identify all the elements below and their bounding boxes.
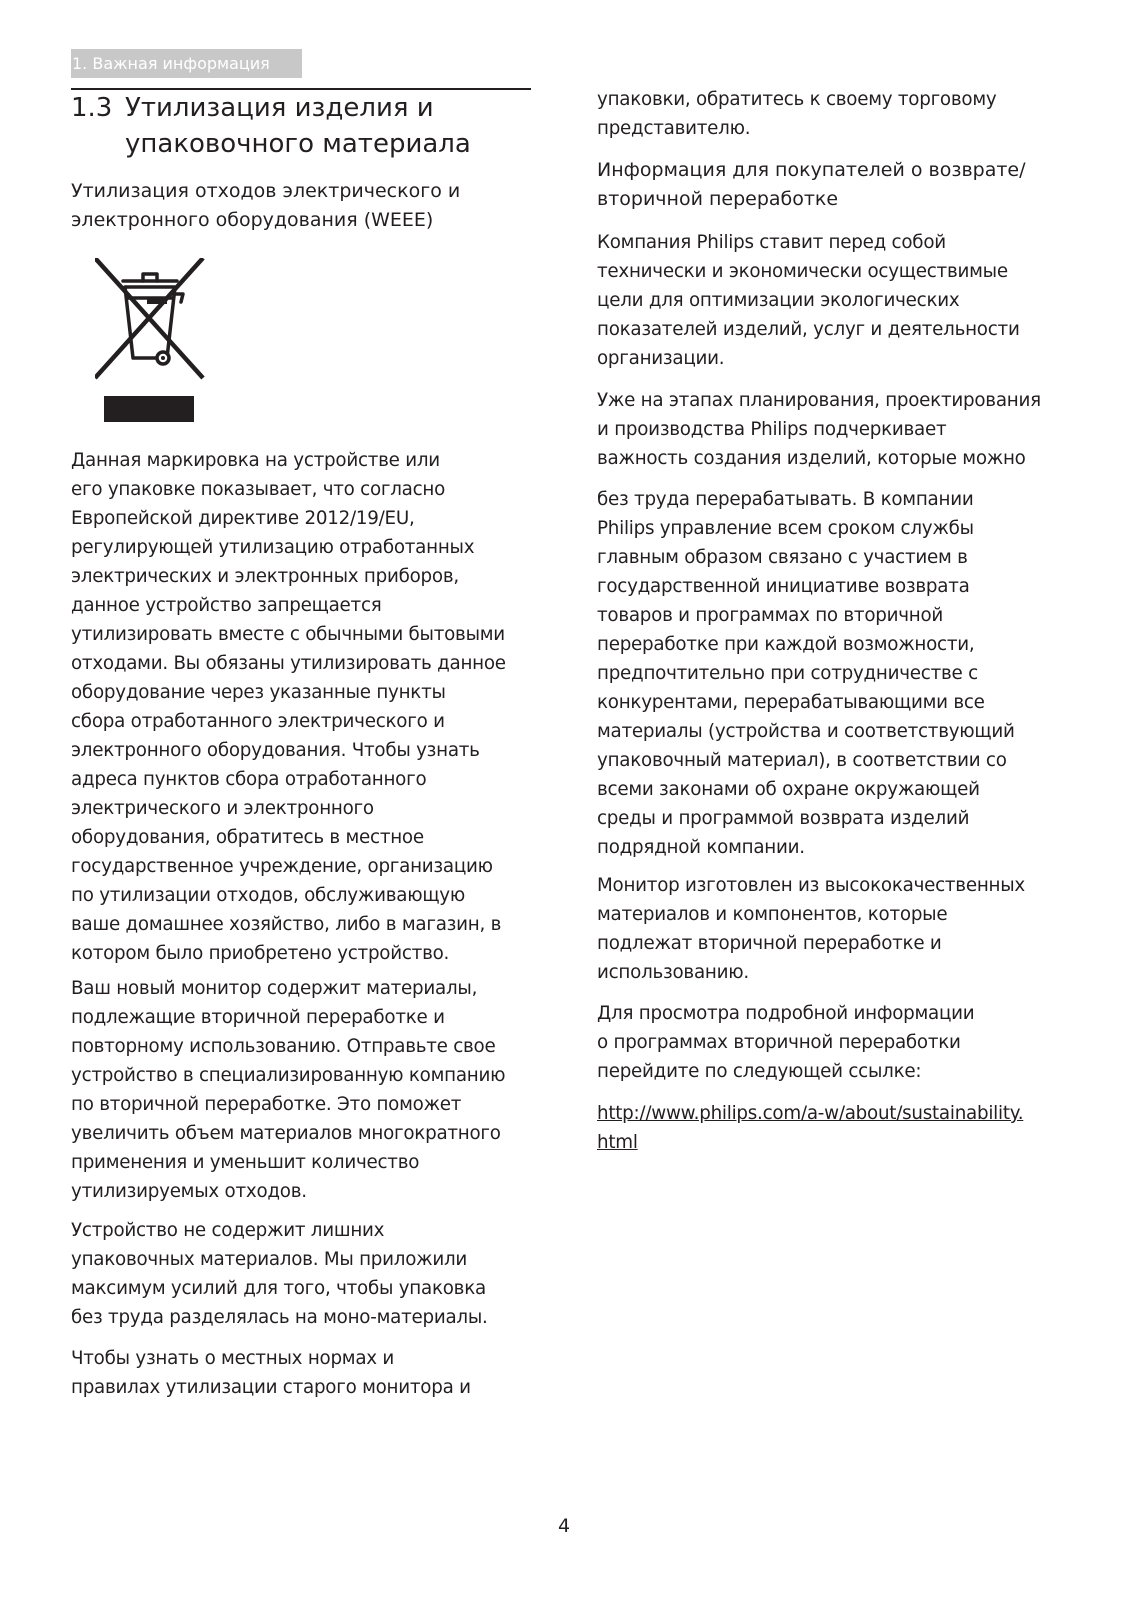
paragraph-philips-goals — [597, 228, 1020, 373]
text-line: упаковочный материал), в соответствии со — [597, 750, 1007, 771]
section-tab: 1. Важная информация — [71, 49, 302, 78]
text-line: и производства Philips подчеркивает — [597, 419, 947, 440]
text-line: подлежащие вторичной переработке и — [71, 1007, 445, 1028]
text-line: регулирующей утилизацию отработанных — [71, 537, 475, 558]
text-line: без труда разделялась на моно-материалы. — [71, 1307, 488, 1328]
paragraph-local-rules — [71, 1344, 471, 1402]
paragraph-monitor-materials — [71, 974, 505, 1206]
text-line: по утилизации отходов, обслуживающую — [71, 885, 466, 906]
text-line: главным образом связано с участием в — [597, 547, 968, 568]
page-number: 4 — [557, 1515, 571, 1537]
text-line: без труда перерабатывать. В компании — [597, 489, 974, 510]
page-title — [71, 90, 531, 162]
text-line: материалов и компонентов, которые — [597, 904, 948, 925]
link-line[interactable]: http://www.philips.com/a-w/about/sustainability. — [597, 1103, 1024, 1124]
text-line: Компания Philips ставит перед собой — [597, 232, 946, 253]
paragraph-monitor-quality — [597, 871, 1025, 987]
text-line: Philips управление всем сроком службы — [597, 518, 974, 539]
weee-bin-icon — [95, 258, 205, 424]
title-number: 1.3 — [71, 93, 113, 123]
text-line: увеличить объем материалов многократного — [71, 1123, 501, 1144]
text-line: сбора отработанного электрического и — [71, 711, 445, 732]
text-line: Устройство не содержит лишних — [71, 1220, 385, 1241]
text-line: о программах вторичной переработки — [597, 1032, 961, 1053]
text-line: государственное учреждение, организацию — [71, 856, 493, 877]
paragraph-more-info — [597, 999, 974, 1086]
text-line: Ваш новый монитор содержит материалы, — [71, 978, 478, 999]
paragraph-planning — [597, 386, 1041, 473]
link-line[interactable]: html — [597, 1132, 638, 1153]
text-line: данное устройство запрещается — [71, 595, 382, 616]
text-line: адреса пунктов сбора отработанного — [71, 769, 427, 790]
text-line: технически и экономически осуществимые — [597, 261, 1008, 282]
text-line: электронного оборудования. Чтобы узнать — [71, 740, 480, 761]
text-line: Чтобы узнать о местных нормах и — [71, 1348, 395, 1369]
subtitle-line: Информация для покупателей о возврате/ — [597, 159, 1026, 181]
text-line: упаковки, обратитесь к своему торговому — [597, 89, 997, 110]
text-line: представителю. — [597, 118, 751, 139]
text-line: его упаковке показывает, что согласно — [71, 479, 446, 500]
title-line-2: упаковочного материала — [125, 129, 471, 159]
text-line: конкурентами, перерабатывающими все — [597, 692, 985, 713]
text-line: повторному использованию. Отправьте свое — [71, 1036, 496, 1057]
text-line: Уже на этапах планирования, проектирования — [597, 390, 1041, 411]
text-line: материалы (устройства и соответствующий — [597, 721, 1015, 742]
text-line: государственной инициативе возврата — [597, 576, 970, 597]
text-line: предпочтительно при сотрудничестве с — [597, 663, 978, 684]
return-recycling-subtitle — [597, 156, 1026, 214]
text-line: организации. — [597, 348, 725, 369]
text-line: всеми законами об охране окружающей — [597, 779, 980, 800]
text-line: электрических и электронных приборов, — [71, 566, 459, 587]
text-line: оборудование через указанные пункты — [71, 682, 446, 703]
text-line: перейдите по следующей ссылке: — [597, 1061, 922, 1082]
text-line: применения и уменьшит количество — [71, 1152, 420, 1173]
text-line: цели для оптимизации экологических — [597, 290, 960, 311]
text-line: котором было приобретено устройство. — [71, 943, 450, 964]
subtitle-line: Утилизация отходов электрического и — [71, 180, 461, 202]
text-line: показателей изделий, услуг и деятельности — [597, 319, 1020, 340]
text-line: Для просмотра подробной информации — [597, 1003, 975, 1024]
text-line: отходами. Вы обязаны утилизировать данное — [71, 653, 506, 674]
text-line: Европейской директиве 2012/19/EU, — [71, 508, 415, 529]
paragraph-packaging — [71, 1216, 488, 1332]
text-line: правилах утилизации старого монитора и — [71, 1377, 471, 1398]
paragraph-weee — [71, 446, 506, 968]
subtitle-line: электронного оборудования (WEEE) — [71, 209, 434, 231]
text-line: подрядной компании. — [597, 837, 805, 858]
text-line: оборудования, обратитесь в местное — [71, 827, 424, 848]
text-line: электрического и электронного — [71, 798, 374, 819]
text-line: подлежат вторичной переработке и — [597, 933, 942, 954]
text-line: устройство в специализированную компанию — [71, 1065, 506, 1086]
text-line: утилизировать вместе с обычными бытовыми — [71, 624, 505, 645]
text-line: по вторичной переработке. Это поможет — [71, 1094, 462, 1115]
weee-subtitle — [71, 177, 460, 235]
text-line: товаров и программах по вторичной — [597, 605, 944, 626]
text-line: Монитор изготовлен из высококачественных — [597, 875, 1025, 896]
text-line: ваше домашнее хозяйство, либо в магазин, в — [71, 914, 502, 935]
title-line-1: Утилизация изделия и — [125, 93, 434, 123]
paragraph-continued — [597, 85, 996, 143]
sustainability-link[interactable] — [597, 1099, 1023, 1157]
text-line: переработке при каждой возможности, — [597, 634, 975, 655]
subtitle-line: вторичной переработке — [597, 188, 839, 210]
text-line: использованию. — [597, 962, 749, 983]
paragraph-lifecycle — [597, 485, 1015, 862]
text-line: утилизируемых отходов. — [71, 1181, 307, 1202]
text-line: упаковочных материалов. Мы приложили — [71, 1249, 468, 1270]
text-line: максимум усилий для того, чтобы упаковка — [71, 1278, 486, 1299]
text-line: важность создания изделий, которые можно — [597, 448, 1026, 469]
text-line: среды и программой возврата изделий — [597, 808, 970, 829]
text-line: Данная маркировка на устройстве или — [71, 450, 440, 471]
